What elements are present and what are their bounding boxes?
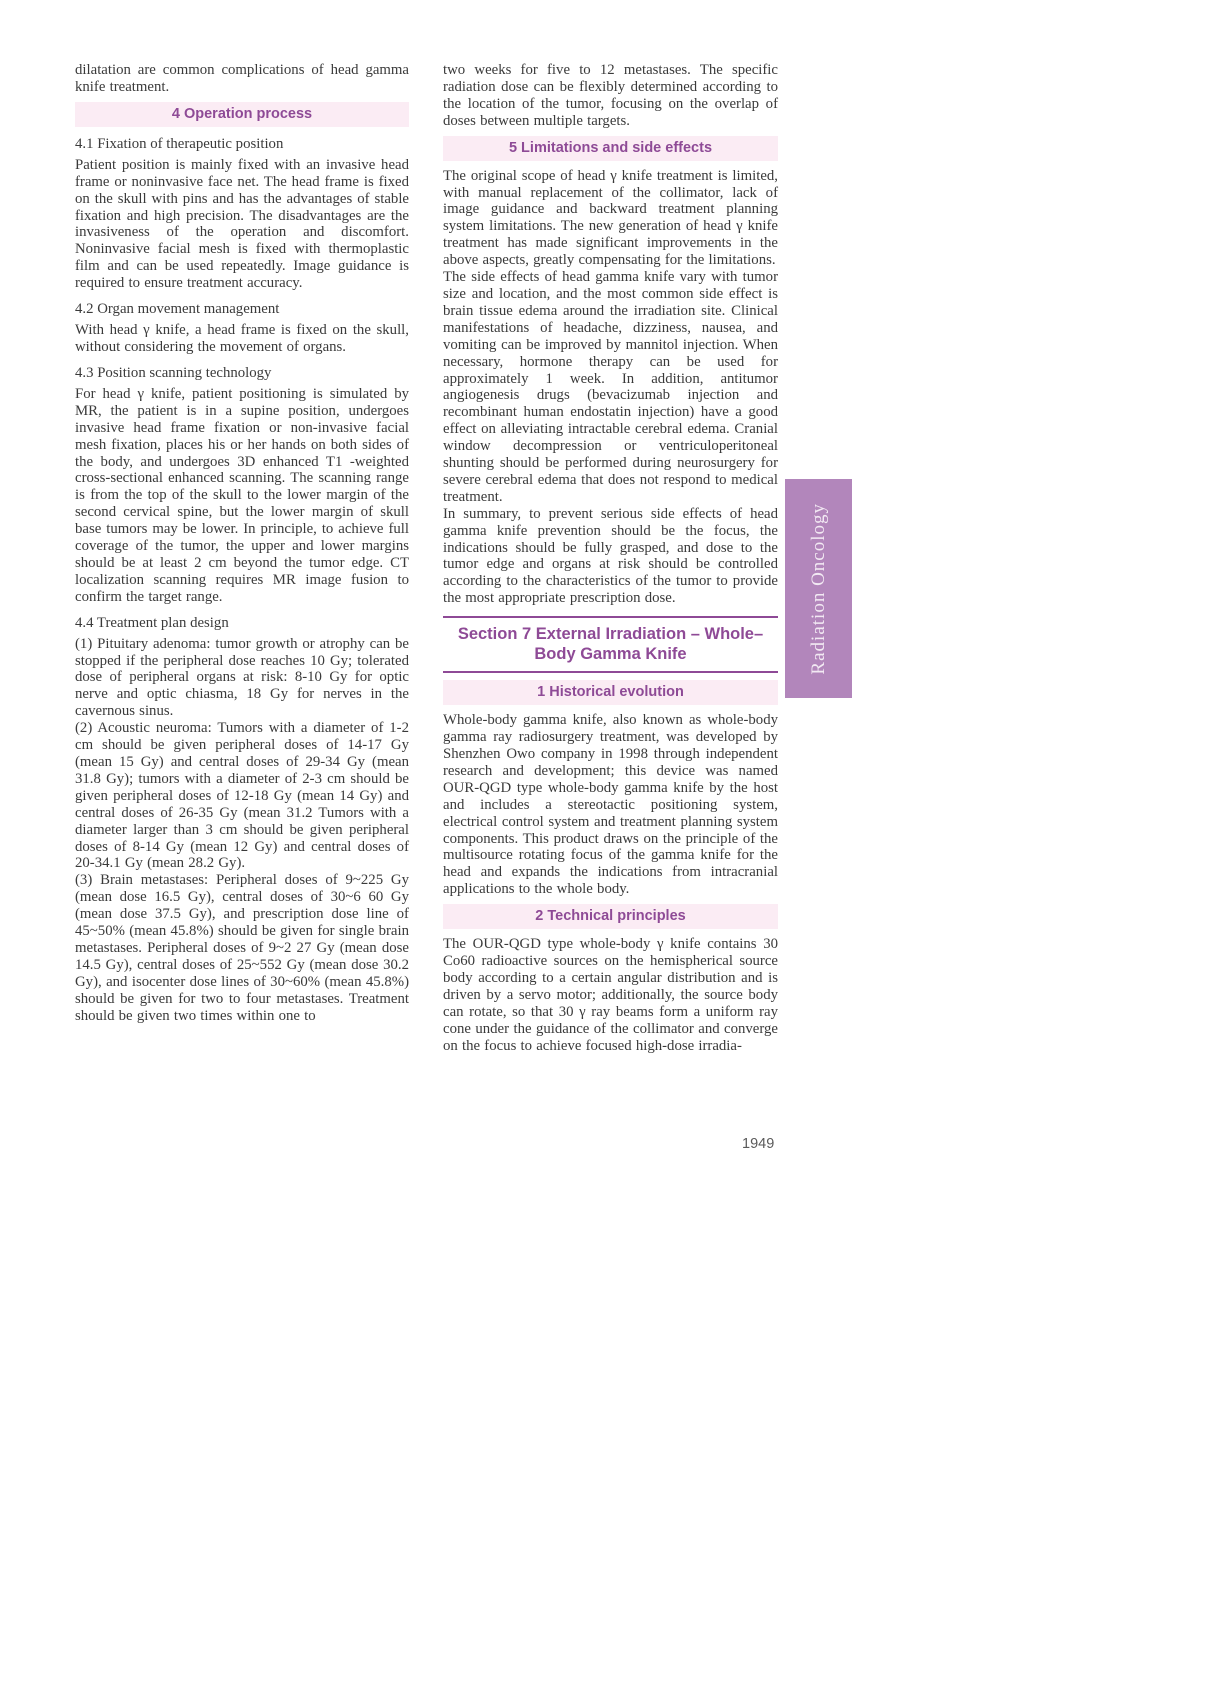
subsection-heading: 4.3 Position scanning technology [75, 364, 272, 381]
paragraph: (1) Pituitary adenoma: tumor growth or atrophy can be stopped if the peripheral dose reaches 10 Gy; tolerated dose of peripheral organs at risk: 8-10 Gy for optic nerve and optic chiasma, 18 Gy for nerves in the cavernous sinus. [75, 635, 409, 720]
paragraph: The original scope of head γ knife treatment is limited, with manual replacement of the collimator, lack of image guidance and backward treatment planning system limitations. The new generation of head γ knife treatment has made significant improvements in the above aspects, greatly compensating for the limitations. [443, 167, 778, 269]
chapter-title-line1: Section 7 External Irradiation – Whole– [457, 625, 764, 644]
subsection-heading: 4.4 Treatment plan design [75, 614, 229, 631]
section-heading-bar: 4 Operation process [75, 102, 409, 127]
chapter-title-line2: Body Gamma Knife [534, 645, 687, 664]
paragraph: (3) Brain metastases: Peripheral doses of 9~225 Gy (mean dose 16.5 Gy), central doses of 30~6 60 Gy (mean dose 37.5 Gy), and prescription dose line of 45~50% (mean 45.8%) should be given for single brain metastases. Peripheral doses of 9~2 27 Gy (mean dose 14.5 Gy), central doses of 25~552 Gy (mean dose 30.2 Gy), and isocenter dose lines of 30~60% (mean 45.8%) should be given for two to four metastases. Treatment should be given two times within one to [75, 872, 409, 1024]
section-heading-bar: 2 Technical principles [443, 904, 778, 929]
right-column [443, 62, 778, 1055]
paragraph: Patient position is mainly fixed with an invasive head frame or noninvasive face net. The head frame is fixed on the skull with pins and has the advantages of stable fixation and high precision. The disadvantages are the invasiveness of the operation and discomfort. Noninvasive facial mesh is fixed with thermoplastic film and can be used repeatedly. Image guidance is required to ensure treatment accuracy. [75, 156, 409, 292]
paragraph: The OUR-QGD type whole-body γ knife contains 30 Co60 radioactive sources on the hemispherical source body according to a certain angular distribution and is driven by a servo motor; additionally, the source body can rotate, so that 30 γ ray beams form a uniform ray cone under the guidance of the collimator and converge on the focus to achieve focused high-dose irradia- [443, 936, 778, 1054]
section-heading-bar: 5 Limitations and side effects [443, 136, 778, 161]
sidebar-tab [785, 479, 852, 698]
paragraph: The side effects of head gamma knife vary with tumor size and location, and the most common side effect is brain tissue edema around the irradiation site. Clinical manifestations of headache, dizziness, nausea, and vomiting can be improved by mannitol injection. When necessary, hormone therapy can be used for approximately 1 week. In addition, antitumor angiogenesis drugs (bevacizumab injection and recombinant human endostatin injection) have a good effect on alleviating intractable cerebral edema. Cranial window decompression or ventriculoperitoneal shunting should be performed during neurosurgery for severe cerebral edema that does not respond to medical treatment. [443, 269, 778, 505]
paragraph: In summary, to prevent serious side effects of head gamma knife prevention should be the focus, the indications should be fully grasped, and dose to the tumor edge and organs at risk should be controlled according to the characteristics of the tumor to provide the most appropriate prescription dose. [443, 505, 778, 607]
paragraph: two weeks for five to 12 metastases. The specific radiation dose can be flexibly determined according to the location of the tumor, focusing on the overlap of doses between multiple targets. [443, 62, 778, 129]
paragraph: With head γ knife, a head frame is fixed on the skull, without considering the movement of organs. [75, 322, 409, 355]
page-number: 1949 [742, 1136, 775, 1152]
paragraph: Whole-body gamma knife, also known as whole-body gamma ray radiosurgery treatment, was developed by Shenzhen Owo company in 1998 through independent research and development; this device was named OUR-QGD type whole-body gamma knife by the host and includes a stereotactic positioning system, electrical control system and treatment planning system components. This product draws on the principle of the multisource rotating focus of the gamma knife for the head and expands the indications from intracranial applications to the whole body. [443, 712, 778, 898]
section-heading-bar: 1 Historical evolution [443, 680, 778, 705]
paragraph: For head γ knife, patient positioning is simulated by MR, the patient is in a supine position, undergoes invasive head frame fixation or non-invasive facial mesh fixation, places his or her hands on both sides of the body, and undergoes 3D enhanced T1 -weighted cross-sectional enhanced scanning. The scanning range is from the top of the skull to the lower margin of the second cervical spine, but the lower margin of skull base tumors may be lower. In principle, to achieve full coverage of the tumor, the upper and lower margins should be at least 2 cm beyond the tumor edge. CT localization scanning requires MR image fusion to confirm the target range. [75, 385, 409, 605]
chapter-title [443, 616, 778, 673]
paragraph: dilatation are common complications of head gamma knife treatment. [75, 62, 409, 95]
subsection-heading: 4.1 Fixation of therapeutic position [75, 135, 284, 152]
left-column [75, 62, 409, 1025]
sidebar-tab-label: Radiation Oncology [807, 502, 829, 675]
paragraph: (2) Acoustic neuroma: Tumors with a diameter of 1-2 cm should be given peripheral doses of 14-17 Gy (mean 15 Gy) and central doses of 29-34 Gy (mean 31.8 Gy); tumors with a diameter of 2-3 cm should be given peripheral doses of 12-18 Gy (mean 14 Gy) and central doses of 26-35 Gy (mean 31.2 Tumors with a diameter larger than 3 cm should be given peripheral doses of 8-14 Gy (mean 12 Gy) and central doses of 20-34.1 Gy (mean 28.2 Gy). [75, 720, 409, 872]
subsection-heading: 4.2 Organ movement management [75, 301, 280, 318]
